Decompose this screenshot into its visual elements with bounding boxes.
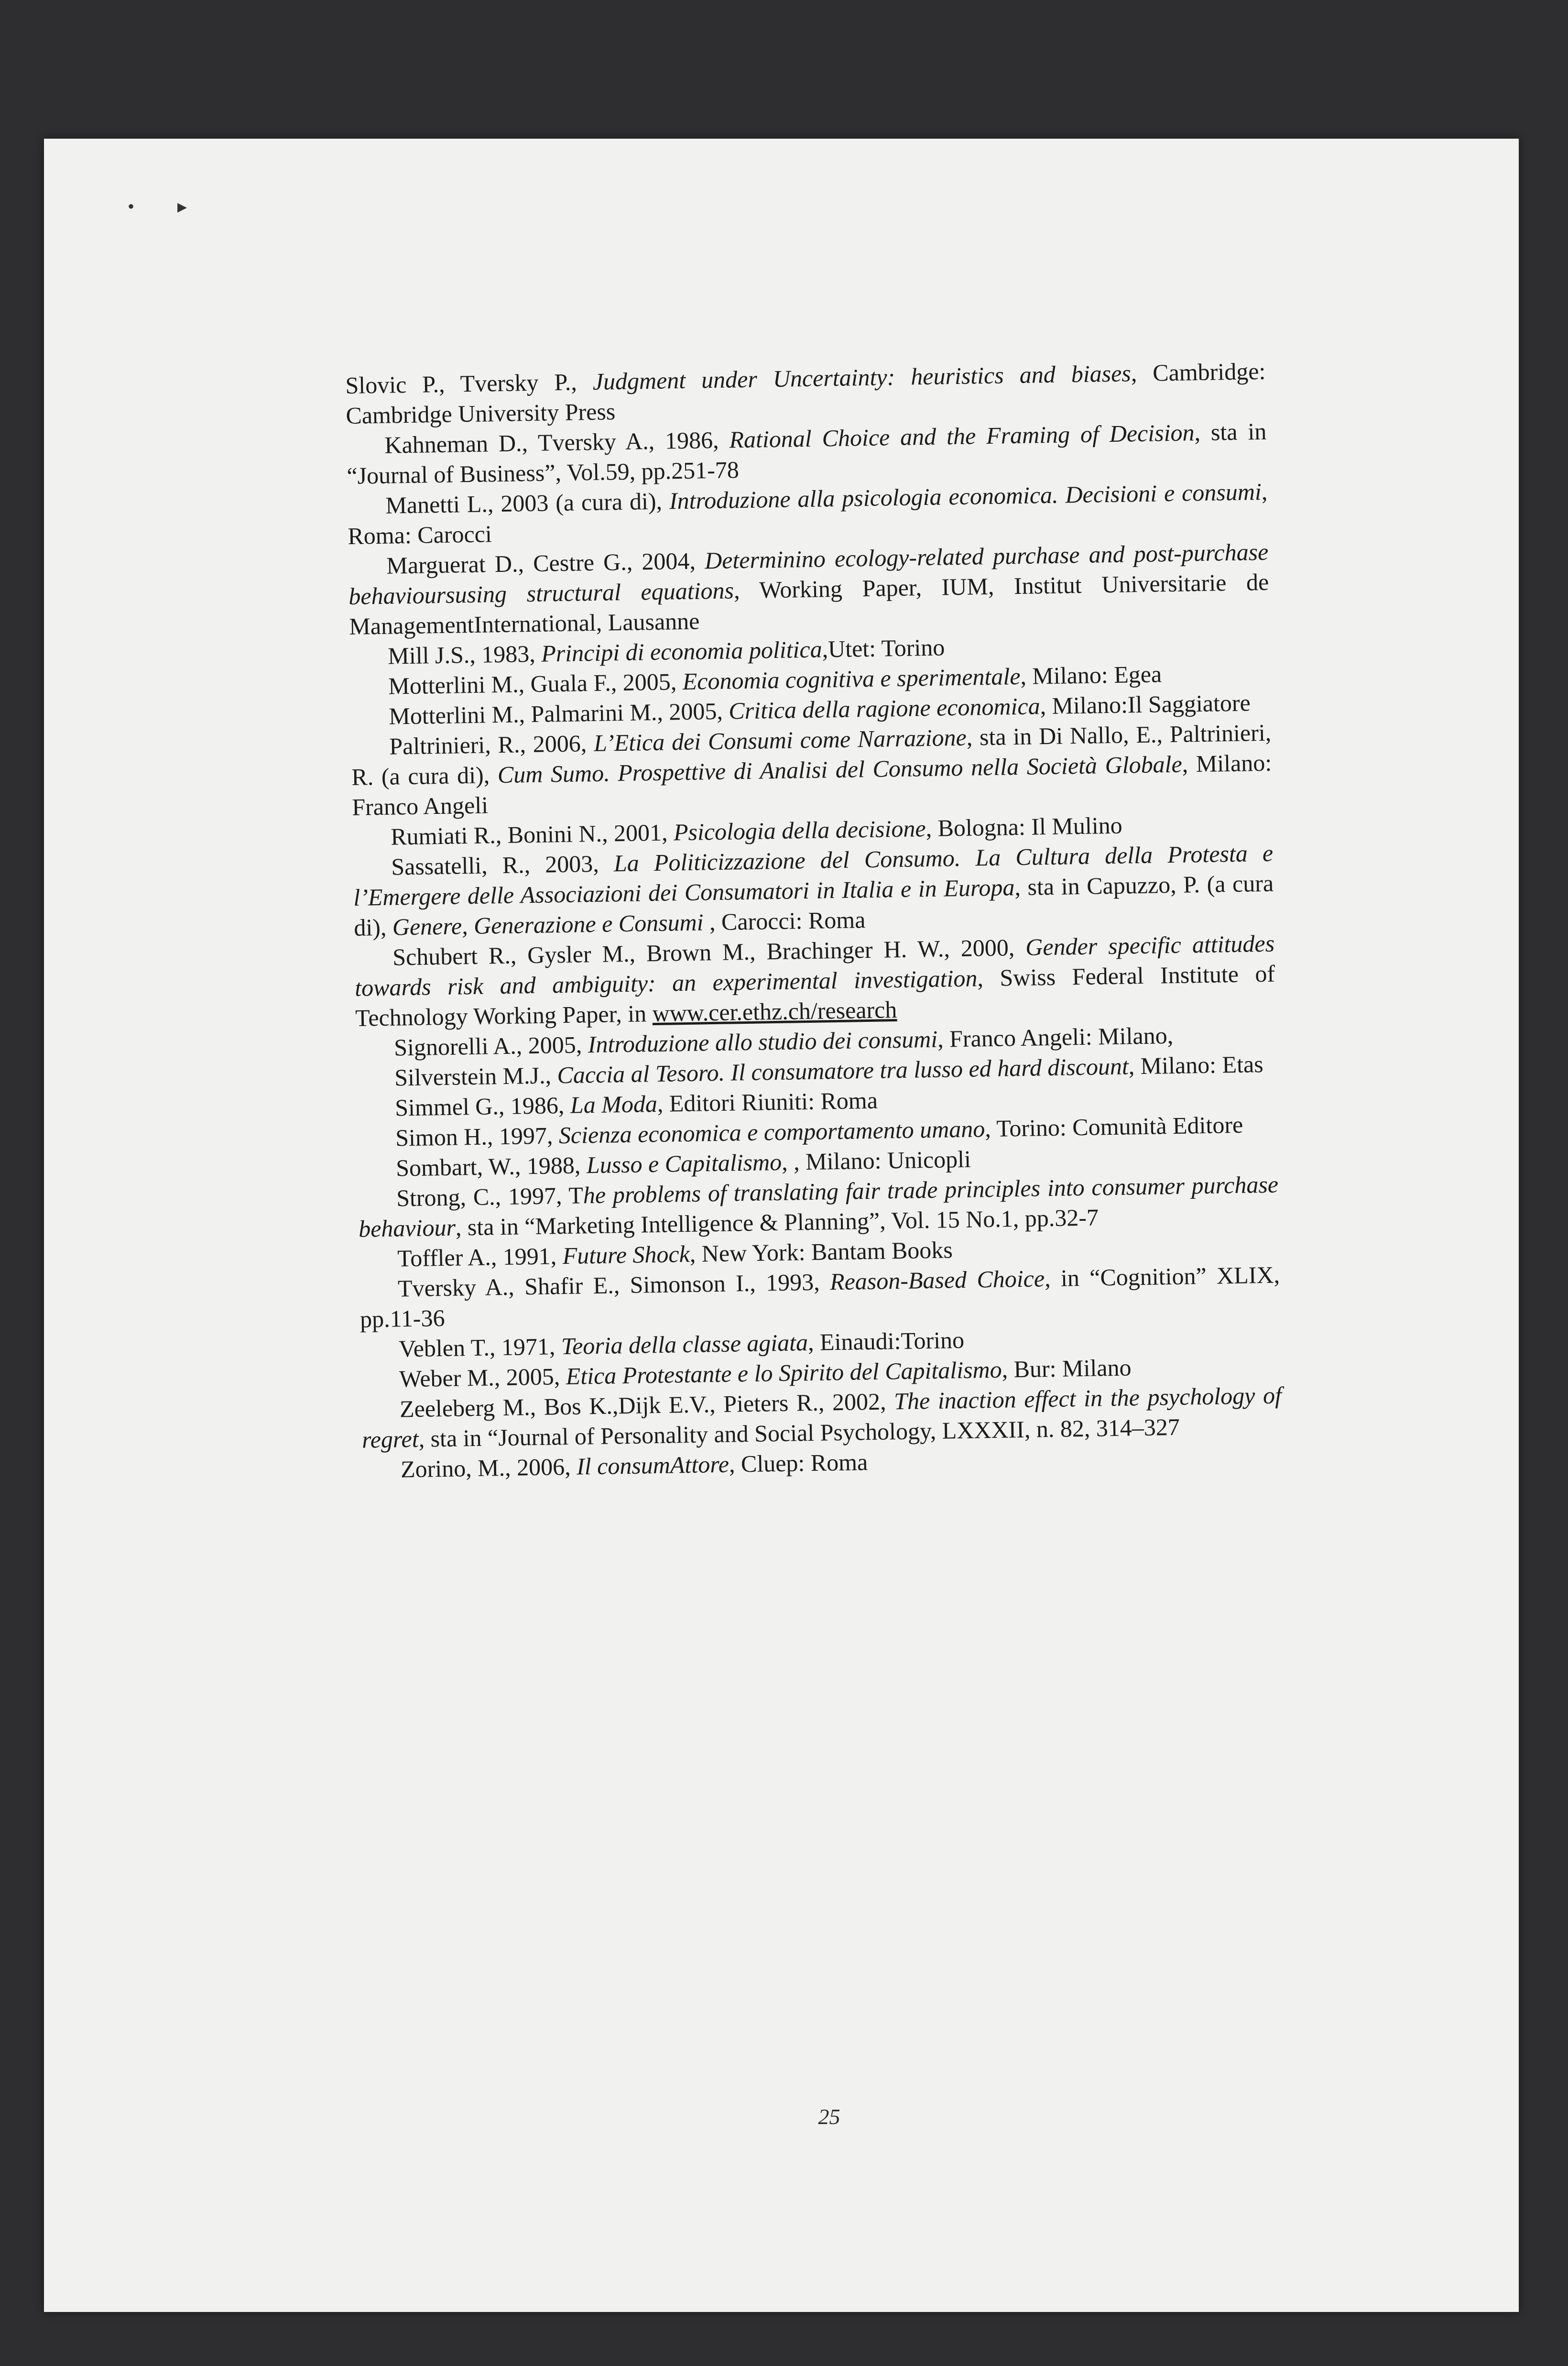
reference-entry: Simmel G., 1986, La Moda, Editori Riuniti: Roma [394, 1086, 878, 1121]
scan-marks: • ▸ [128, 196, 207, 217]
reference-entry: Sombart, W., 1988, Lusso e Capitalismo, , Milano: Unicopli [395, 1145, 971, 1182]
reference-entry: Veblen T., 1971, Teoria della classe agiata, Einaudi:Torino [398, 1326, 965, 1362]
reference-entry: Marguerat D., Cestre G., 2004, Determinino ecology-related purchase and post-purchase behavioursusing structural equations, Working Paper, IUM, Institut Universitarie de ManagementInternational, Lausanne [348, 538, 1269, 640]
reference-entry: Schubert R., Gysler M., Brown M., Brachinger H. W., 2000, Gender specific attitudes towards risk and ambiguity: an experimental investigation, Swiss Federal Institute of Technology Working Paper, in www.cer.ethz.ch/research [354, 930, 1275, 1031]
page-number: 25 [818, 2104, 840, 2129]
reference-entry: Rumiati R., Bonini N., 2001, Psicologia della decisione, Bologna: Il Mulino [390, 811, 1123, 850]
reference-entry: Paltrinieri, R., 2006, L’Etica dei Consumi come Narrazione, sta in Di Nallo, E., Paltrinieri, R. (a cura di), Cum Sumo. Prospettive di Analisi del Consumo nella Società Globale, Milano: Franco Angeli [351, 719, 1272, 821]
paper-page [44, 139, 1519, 2312]
reference-entry: Zeeleberg M., Bos K.,Dijk E.V., Pieters R., 2002, The inaction effect in the psychology of regret, sta in “Journal of Personality and Social Psychology, LXXXII, n. 82, 314–327 [361, 1381, 1282, 1453]
reference-entry: Sassatelli, R., 2003, La Politicizzazione del Consumo. La Cultura della Protesta e l’Emergere delle Associazioni dei Consumatori in Italia e in Europa, sta in Capuzzo, P. (a cura di), Genere, Generazione e Consumi , Carocci: Roma [353, 839, 1274, 941]
reference-entry: Signorelli A., 2005, Introduzione allo studio dei consumi, Franco Angeli: Milano, [393, 1021, 1174, 1061]
bibliography-list [345, 356, 1283, 1485]
reference-entry: Manetti L., 2003 (a cura di), Introduzione alla psicologia economica. Decisioni e consumi, Roma: Carocci [347, 478, 1268, 549]
reference-entry: Zorino, M., 2006, Il consumAttore, Cluep: Roma [400, 1448, 868, 1483]
reference-entry: Weber M., 2005, Etica Protestante e lo Spirito del Capitalismo, Bur: Milano [399, 1354, 1132, 1392]
reference-entry: Toffler A., 1991, Future Shock, New York: Bantam Books [397, 1236, 953, 1272]
reference-entry: Kahneman D., Tversky A., 1986, Rational Choice and the Framing of Decision, sta in “Journal of Business”, Vol.59, pp.251-78 [347, 417, 1267, 489]
research-link[interactable]: www.cer.ethz.ch/research [652, 996, 897, 1027]
reference-entry: Tversky A., Shafir E., Simonson I., 1993, Reason-Based Choice, in “Cognition” XLIX, pp.11-36 [359, 1261, 1280, 1333]
reference-entry: Slovic P., Tversky P., Judgment under Uncertainty: heuristics and biases, Cambridge: Cambridge University Press [345, 357, 1266, 429]
reference-entry: Simon H., 1997, Scienza economica e comportamento umano, Torino: Comunità Editore [395, 1111, 1243, 1151]
reference-entry: Strong, C., 1997, The problems of translating fair trade principles into consumer purchase behaviour, sta in “Marketing Intelligence & Planning”, Vol. 15 No.1, pp.32-7 [358, 1171, 1279, 1242]
reference-entry: Motterlini M., Palmarini M., 2005, Critica della ragione economica, Milano:Il Saggiatore [388, 689, 1251, 730]
reference-entry: Motterlini M., Guala F., 2005, Economia cognitiva e sperimentale, Milano: Egea [388, 660, 1162, 700]
reference-entry: Silverstein M.J., Caccia al Tesoro. Il consumatore tra lusso ed hard discount, Milano: Etas [394, 1051, 1264, 1091]
reference-entry: Mill J.S., 1983, Principi di economia politica,Utet: Torino [387, 634, 945, 669]
